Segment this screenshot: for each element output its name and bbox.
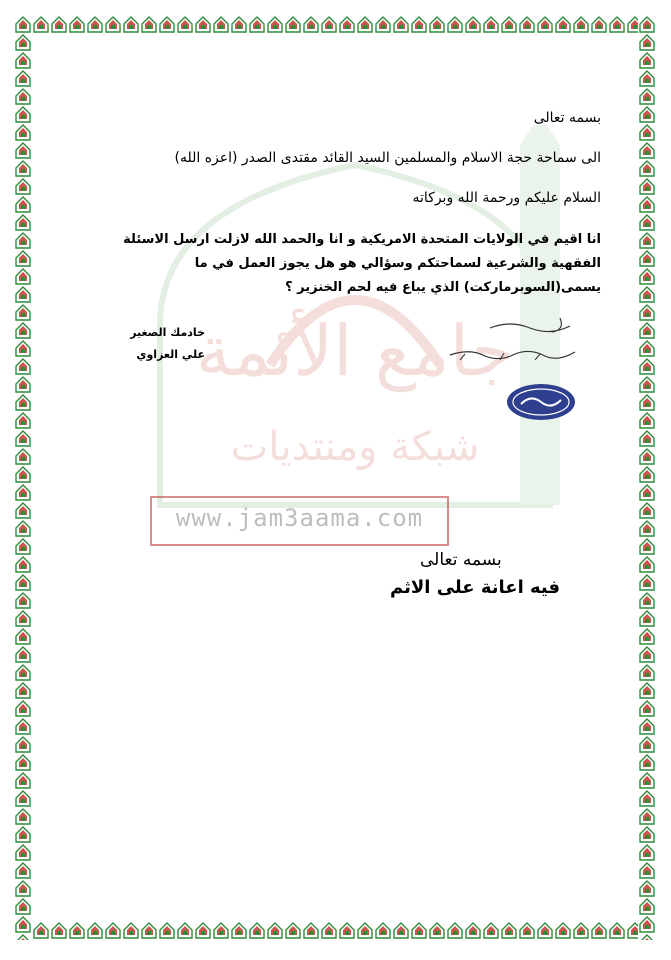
answer-title: بسمه تعالى xyxy=(420,550,502,570)
letter-question: انا اقيم في الولايات المتحدة الامريكية و انا والحمد الله لازلت ارسل الاسئلة الفقهية والشرعية لسماحتكم وسؤالي هو هل يجوز العمل في ما يسمى(السوبرماركت) الذي يباع فيه لحم الخنزير ؟ xyxy=(123,232,601,295)
decorative-border-top xyxy=(14,16,656,34)
office-seal-icon xyxy=(505,382,577,422)
letter-basmala: بسمه تعالى xyxy=(533,110,601,126)
watermark-brand: جامع الأئمة xyxy=(195,310,515,392)
watermark-url: www.jam3aama.com xyxy=(150,496,449,546)
signature-line-2: علي العزاوي xyxy=(136,348,205,361)
watermark-subtitle: شبكة ومنتديات xyxy=(230,424,480,470)
answer-text: فيه اعانة على الاثم xyxy=(390,577,561,598)
letter-signature xyxy=(95,322,205,366)
letter-greeting: السلام عليكم ورحمة الله وبركاته xyxy=(412,190,601,206)
decorative-border-bottom xyxy=(14,922,656,940)
signature-line-1: خادمك الصغير xyxy=(130,326,205,339)
decorative-border-left xyxy=(14,16,32,940)
handwritten-signature xyxy=(440,310,590,380)
decorative-border-right xyxy=(638,16,656,940)
letter-recipient: الى سماحة حجة الاسلام والمسلمين السيد القائد مقتدى الصدر (اعزه الله) xyxy=(174,150,601,166)
